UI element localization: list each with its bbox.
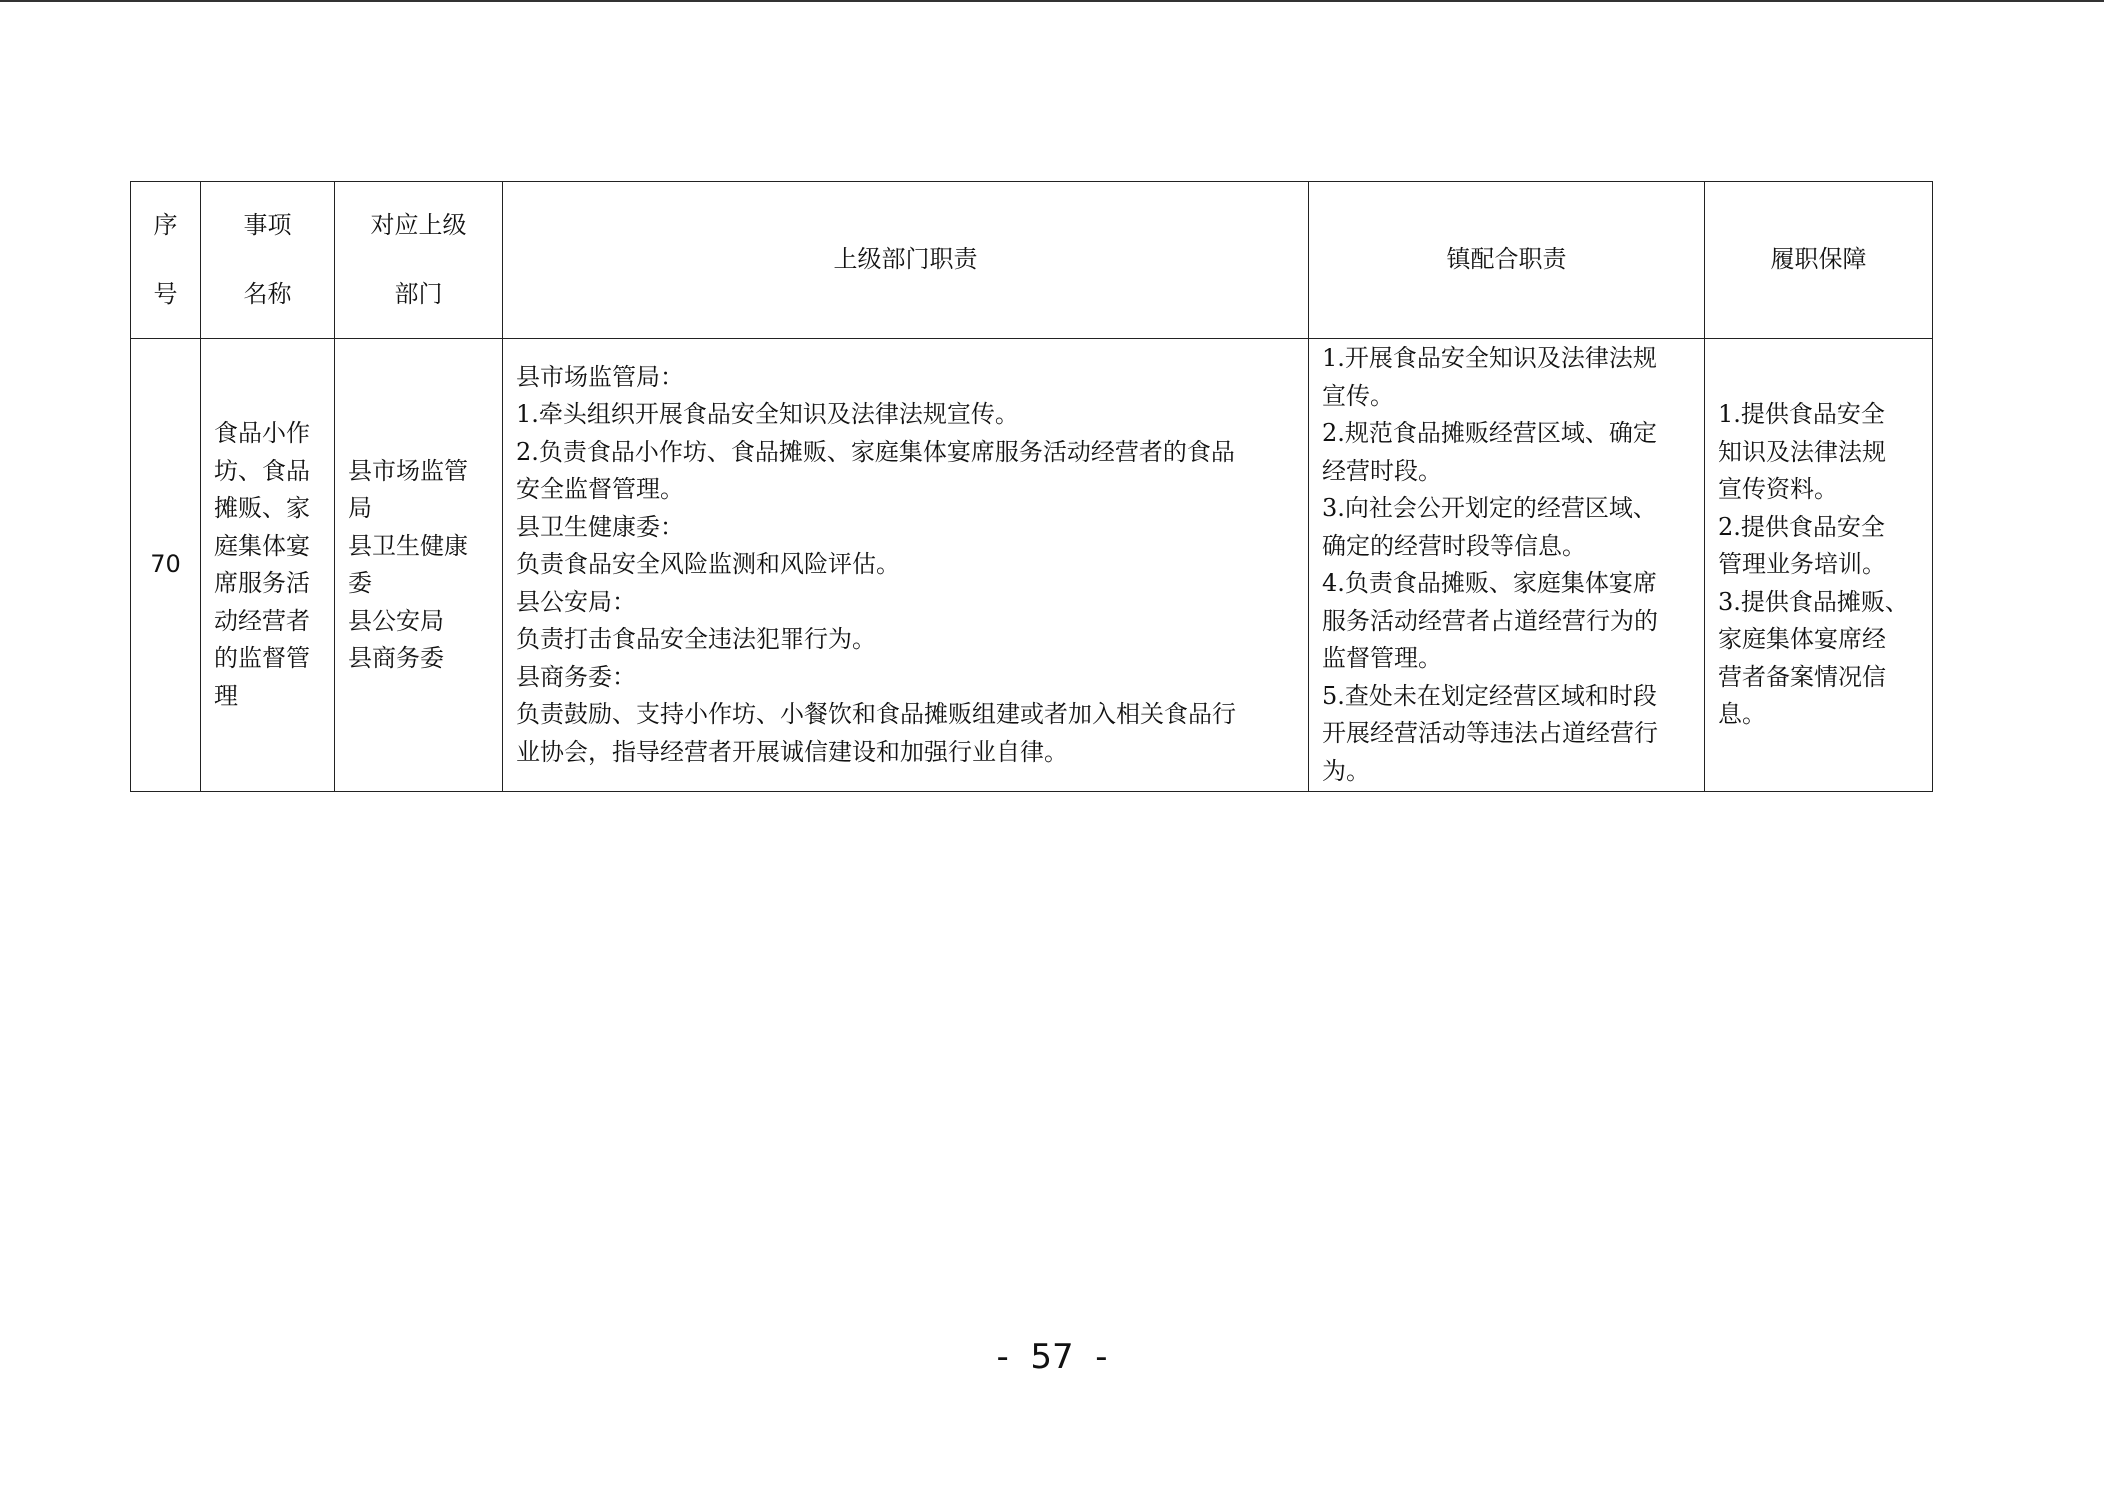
row-superior-duty-cell [503, 339, 1309, 792]
row-town-duty-cell [1309, 339, 1705, 792]
row-seq: 70 [131, 339, 201, 792]
header-superior-duty: 上级部门职责 [503, 182, 1309, 339]
header-seq-line-2: 号 [153, 279, 178, 308]
row-guarantee-cell [1705, 339, 1933, 792]
header-dept-line-2: 部门 [394, 279, 443, 308]
header-dept [335, 182, 503, 339]
header-seq-line-1: 序 [153, 211, 178, 239]
header-dept-line-1: 对应上级 [370, 211, 467, 239]
header-seq [131, 182, 201, 339]
row-dept: 县市场监管 局 县卫生健康 委 县公安局 县商务委 [348, 456, 468, 672]
responsibility-table [130, 181, 1933, 792]
table-row [131, 339, 1933, 792]
header-guarantee: 履职保障 [1705, 182, 1933, 339]
row-dept-cell [335, 339, 503, 792]
header-item-line-2: 名称 [243, 279, 292, 308]
header-item-line-1: 事项 [243, 211, 292, 239]
row-superior-duty: 县市场监管局： 1.牵头组织开展食品安全知识及法律法规宣传。 2.负责食品小作坊、食品摊贩、家庭集体宴席服务活动经营者的食品 安全监督管理。 县卫生健康委： 负责食品安全风险监测和风险评估。 县公安局： 负责打击食品安全违法犯罪行为。 县商务委： 负责鼓励、支持小作坊、小餐饮和食品摊贩组建或者加入相关食品行 业协会，指导经营者开展诚信建设和加强行业自律。 [516, 362, 1236, 766]
row-item-cell [201, 339, 335, 792]
top-border-line [0, 0, 2104, 2]
table-header-row [131, 182, 1933, 339]
row-town-duty: 1.开展食品安全知识及法律法规 宣传。 2.规范食品摊贩经营区域、确定 经营时段。 3.向社会公开划定的经营区域、 确定的经营时段等信息。 4.负责食品摊贩、家庭集体宴席 服务活动经营者占道经营行为的 监督管理。 5.查处未在划定经营区域和时段 开展经营活动等违法占道经营行 为。 [1322, 344, 1658, 785]
header-town-duty: 镇配合职责 [1309, 182, 1705, 339]
row-guarantee: 1.提供食品安全 知识及法律法规 宣传资料。 2.提供食品安全 管理业务培训。 3.提供食品摊贩、 家庭集体宴席经 营者备案情况信 息。 [1718, 400, 1909, 729]
header-item [201, 182, 335, 339]
page-number: - 57 - [996, 1337, 1108, 1377]
row-item: 食品小作 坊、食品 摊贩、家 庭集体宴 席服务活 动经营者 的监督管 理 [214, 419, 310, 710]
